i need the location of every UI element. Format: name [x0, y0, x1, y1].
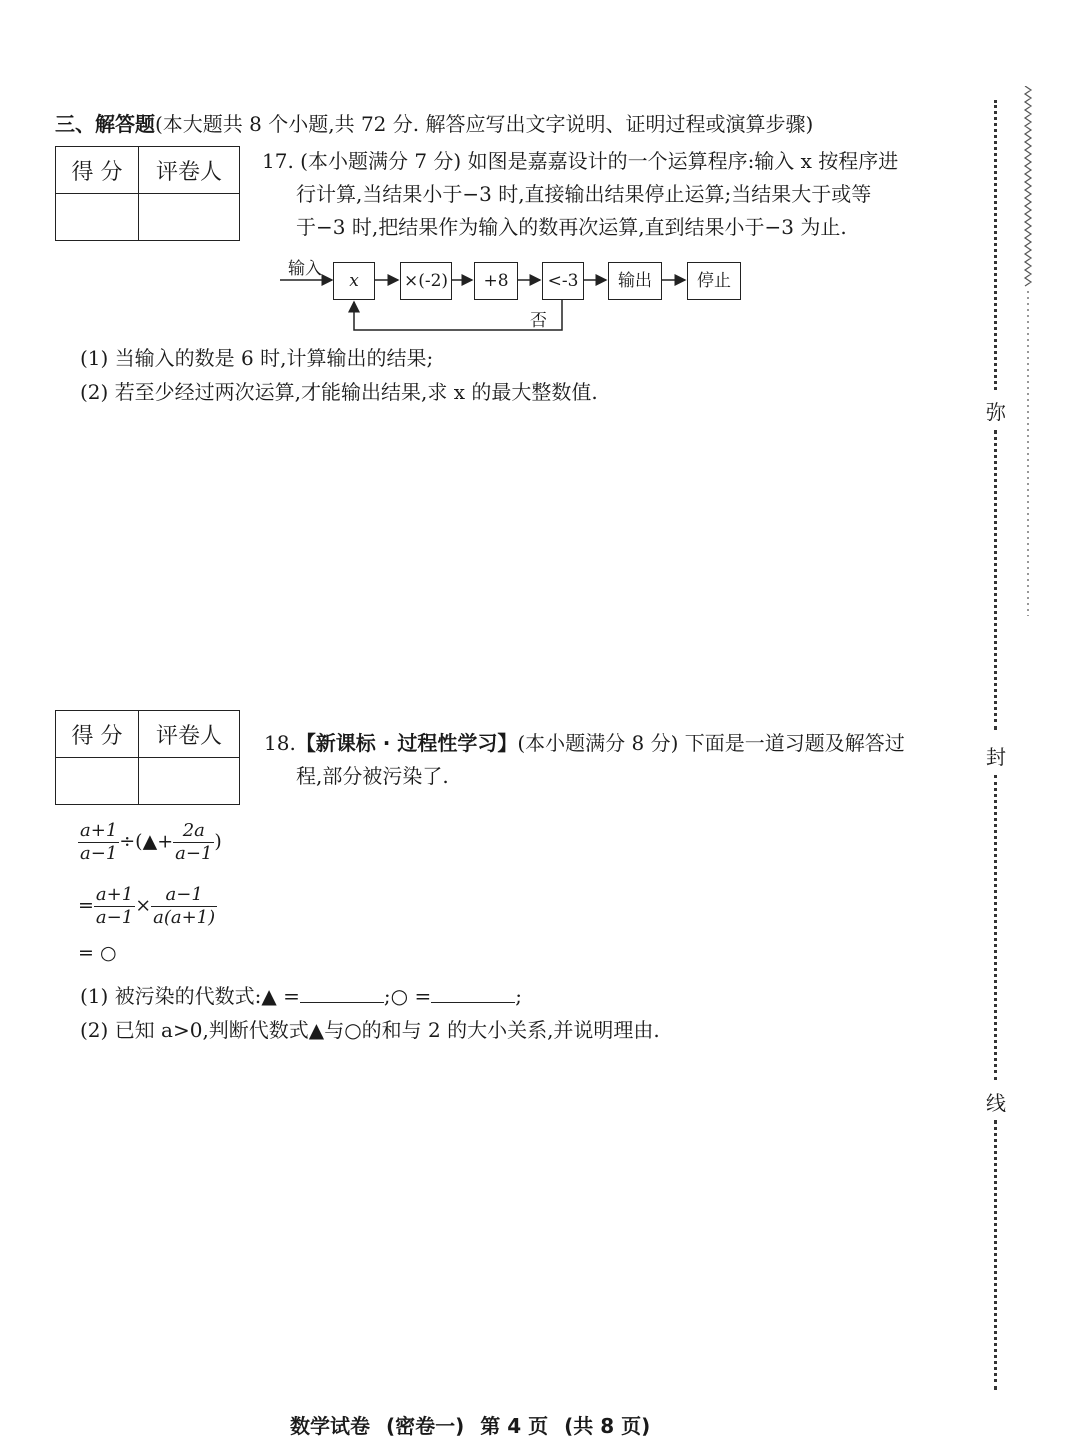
flow-box-output: 输出: [608, 262, 662, 300]
q18-line2: 程,部分被污染了.: [296, 764, 449, 788]
grader-label: 评卷人: [139, 147, 240, 194]
q18-number: 18.: [264, 731, 296, 755]
score-label: 得 分: [56, 147, 139, 194]
grader-cell: [139, 758, 240, 805]
seal-char-2: 封: [986, 745, 1006, 769]
section-note: (本大题共 8 个小题,共 72 分. 解答应写出文字说明、证明过程或演算步骤): [155, 112, 814, 136]
q17-line3: 于−3 时,把结果作为输入的数再次运算,直到结果小于−3 为止.: [296, 215, 847, 239]
q18-line1: [264, 727, 905, 760]
triangle-symbol: ▲: [142, 830, 158, 853]
answer-blank-circle[interactable]: [431, 984, 515, 1003]
answer-blank-triangle[interactable]: [300, 984, 384, 1003]
footer-paper: (密卷一): [386, 1414, 465, 1438]
score-label: 得 分: [56, 711, 139, 758]
perforation-wave: [1022, 86, 1034, 616]
q18-expression-3: = ○: [78, 942, 117, 964]
q17-line2: 行计算,当结果小于−3 时,直接输出结果停止运算;当结果大于或等: [296, 182, 872, 206]
q18-expression-2: = $\frac{a+1}{a-1}$ × $\frac{a-1}{a(a+1)}$: [78, 884, 216, 928]
flow-box-compare: <-3: [542, 262, 584, 300]
flow-box-x: x: [333, 262, 375, 300]
fraction: $\frac{a-1}{a(a+1)}$: [153, 884, 216, 928]
flow-box-multiply: ×(-2): [400, 262, 452, 300]
seal-dotted-line: [994, 775, 997, 1080]
fraction: $\frac{a+1}{a-1}$: [95, 884, 134, 928]
seal-dotted-line: [994, 100, 997, 390]
score-table-q18: [55, 710, 240, 805]
q17-line1: 17. (本小题满分 7 分) 如图是嘉嘉设计的一个运算程序:输入 x 按程序进: [262, 149, 899, 173]
score-cell: [56, 758, 139, 805]
section-title: [55, 108, 813, 137]
q17-sub1: (1) 当输入的数是 6 时,计算输出的结果;: [80, 346, 434, 370]
seal-dotted-line: [994, 430, 997, 730]
footer-page: 第 4 页: [480, 1414, 549, 1438]
section-label: 三、解答题: [55, 112, 155, 136]
seal-dotted-line: [994, 1120, 997, 1390]
score-cell: [56, 194, 139, 241]
q17-sub2: (2) 若至少经过两次运算,才能输出结果,求 x 的最大整数值.: [80, 380, 598, 404]
fraction: $\frac{2a}{a-1}$: [175, 820, 213, 864]
footer-total: (共 8 页): [564, 1414, 651, 1438]
flow-input-label: 输入: [288, 259, 322, 279]
flow-box-add: +8: [474, 262, 518, 300]
seal-char-3: 线: [986, 1091, 1006, 1115]
page-footer: [290, 1410, 666, 1439]
flow-no-label: 否: [530, 311, 547, 331]
q18-tag: 【新课标 · 过程性学习】: [295, 731, 518, 755]
fraction: $\frac{a+1}{a-1}$: [80, 820, 118, 864]
grader-label: 评卷人: [139, 711, 240, 758]
q18-sub1: (1) 被污染的代数式:▲ = ;○ = ;: [80, 984, 522, 1008]
flow-box-stop: 停止: [687, 262, 741, 300]
q18-expression-1: $\frac{a+1}{a-1}$ ÷(▲+ $\frac{2a}{a-1}$ ): [80, 820, 222, 864]
grader-cell: [139, 194, 240, 241]
q18-line1-rest: (本小题满分 8 分) 下面是一道习题及解答过: [517, 731, 905, 755]
seal-char-1: 弥: [986, 400, 1006, 424]
footer-subject: 数学试卷: [290, 1414, 370, 1438]
q18-sub2: (2) 已知 a>0,判断代数式▲与○的和与 2 的大小关系,并说明理由.: [80, 1018, 660, 1042]
score-table-q17: [55, 146, 240, 241]
